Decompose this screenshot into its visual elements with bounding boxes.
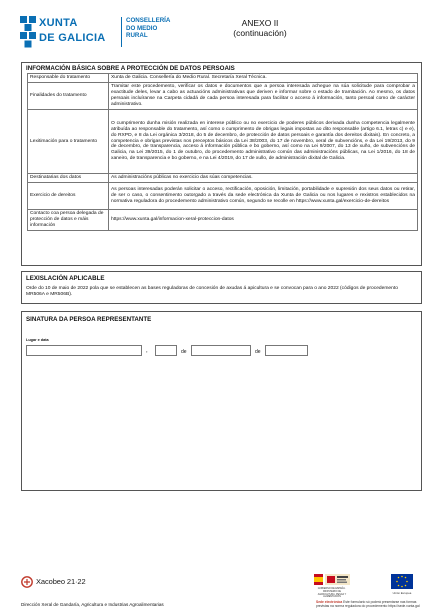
month-input[interactable] (191, 345, 251, 356)
year-input[interactable] (265, 345, 308, 356)
row-value: Tramitar este procedemento, verificar os datos e documentos que a persoa interesada achegue na súa solicitude para comprobar a exactitude deles, levar a cabo as actuacións administrativas que deriven e informar sobre o estado de tramitación. Ao mesmo, os datos persoais incluíranse na Carpeta cidadá de cada persoa interesada para facilitar o acceso á información, tanto persoal como de carácter administrativo. (109, 83, 418, 110)
anexo-title: ANEXO II (241, 18, 279, 28)
de-label: de (255, 349, 261, 355)
row-value: Xunta de Galicia. Consellería do Medio Rural. Secretaría Xeral Técnica. (109, 74, 418, 83)
row-label: Lexitimación para o tratamento (28, 110, 109, 174)
table-row (28, 210, 418, 231)
table-row (28, 74, 418, 83)
csv-text: Este formulario só poderá presentarse nas formas previstas na norma reguladora do procedemento (316, 600, 417, 608)
xacobeo-text: Xacobeo 21·22 (36, 577, 86, 586)
csv-notice (316, 600, 426, 608)
table-row (28, 183, 418, 210)
table-row (28, 110, 418, 174)
signature-section (21, 311, 422, 491)
xunta-cross-icon (20, 16, 36, 48)
eu-text: Unión Europea (392, 591, 412, 595)
row-label: Destinatarias dos datos (28, 174, 109, 183)
legislation-text: Orde do 10 de maio de 2022 pola que se establecen as bases reguladoras de concesión de axudas á apicultura e se convocan para o ano 2022 (códigos de procedemento MR506A e MR506B). (26, 286, 398, 297)
legislation-title: LEXISLACIÓN APLICABLE (26, 275, 105, 282)
row-value: As persoas interesadas poderán solicitar o acceso, rectificación, oposición, limitación, portabilidade e supresión dos seus datos ou retirar, de ser o caso, o consentimento outorgado a través da sede electrónica da Xunta de Galicia ou nos lugares e rexistros establecidos na normativa reguladora do procedemento administrativo común, segundo se recolle en https://www.xunta.gal/exercicio-de-dereitos (109, 183, 418, 210)
xunta-logo (20, 15, 170, 49)
csv-url[interactable]: https://sede.xunta.gal (388, 604, 420, 608)
de-label: de (181, 349, 187, 355)
anexo-heading (190, 18, 330, 38)
table-row (28, 174, 418, 183)
day-input[interactable] (155, 345, 177, 356)
xacobeo-star-icon (21, 576, 33, 588)
european-union-logo (386, 574, 418, 596)
row-value: O cumprimento dunha misión realizada en interese público ou no exercicio de poderes públicos derivada dunha competencia legalmente atribuída ao responsable do tratamento, así como o cumprimento de obrigas legais impostas ao dito responsable (artigo 6.1, letras c) e e), do RXPD, e 8 da Lei orgánica 3/2018, do 5 de decembro, de protección de datos persoais e garantía dos dereitos dixitais). En concreto, a competencia e obrigas previstas nos preceptos básicos da Lei 38/2003, do 17 de novembro, xeral de subvencións, e da Lei 19/2013, do 9 de decembro, de transparencia, acceso á información pública e bo goberno, así como na Lei 9/2007, do 13 de xuño, de subvencións de Galicia, na Lei 39/2015, do 1 de outubro, do procedemento administrativo común das administracións públicas, na Lei 1/2016, do 18 de xaneiro, de transparencia e bo goberno, e na Lei 4/2019, do 17 de xullo, de administración dixital de Galicia. (109, 110, 418, 174)
signature-title: SINATURA DA PERSOA REPRESENTANTE (26, 316, 152, 323)
comma-separator: , (146, 348, 148, 354)
data-protection-table (27, 73, 418, 231)
data-protection-section (21, 62, 422, 266)
place-input[interactable] (26, 345, 142, 356)
row-value: https://www.xunta.gal/informacion-xeral-proteccion-datos (109, 210, 418, 231)
table-row (28, 83, 418, 110)
spain-government-logo (314, 573, 350, 599)
logo-name: XUNTA DE GALICIA (39, 17, 106, 44)
eu-flag-icon (391, 574, 413, 589)
legislation-section (21, 271, 422, 304)
place-date-label: Lugar e data (26, 338, 49, 342)
row-label: Responsable do tratamento (28, 74, 109, 83)
row-label: Exercicio de dereitos (28, 183, 109, 210)
anexo-subtitle: (continuación) (233, 28, 287, 38)
sede-brand: Sede electrónica (316, 600, 343, 604)
data-protection-title: INFORMACIÓN BÁSICA SOBRE A PROTECCIÓN DE DATOS PERSOAIS (26, 65, 235, 72)
row-value: As administracións públicas no exercicio das súas competencias. (109, 174, 418, 183)
page-footer (0, 560, 439, 615)
spain-government-text: GOBIERNO DE ESPAÑA · MINISTERIO DE AGRICULTURA, PESCA Y ALIMENTACIÓN (317, 587, 347, 599)
row-label: Contacto coa persoa delegada de protección de datos e máis información (28, 210, 109, 231)
row-label: Finalidades do tratamento (28, 83, 109, 110)
logo-department: CONSELLERÍA DO MEDIO RURAL (126, 17, 171, 40)
page-header (0, 0, 439, 60)
directorate-name: Dirección Xeral de Gandaría, Agricultura e Industrias Agroalimentarias (21, 602, 164, 607)
spain-coat-of-arms-icon (314, 573, 350, 587)
xacobeo-logo (21, 575, 101, 591)
logo-divider (121, 17, 122, 47)
